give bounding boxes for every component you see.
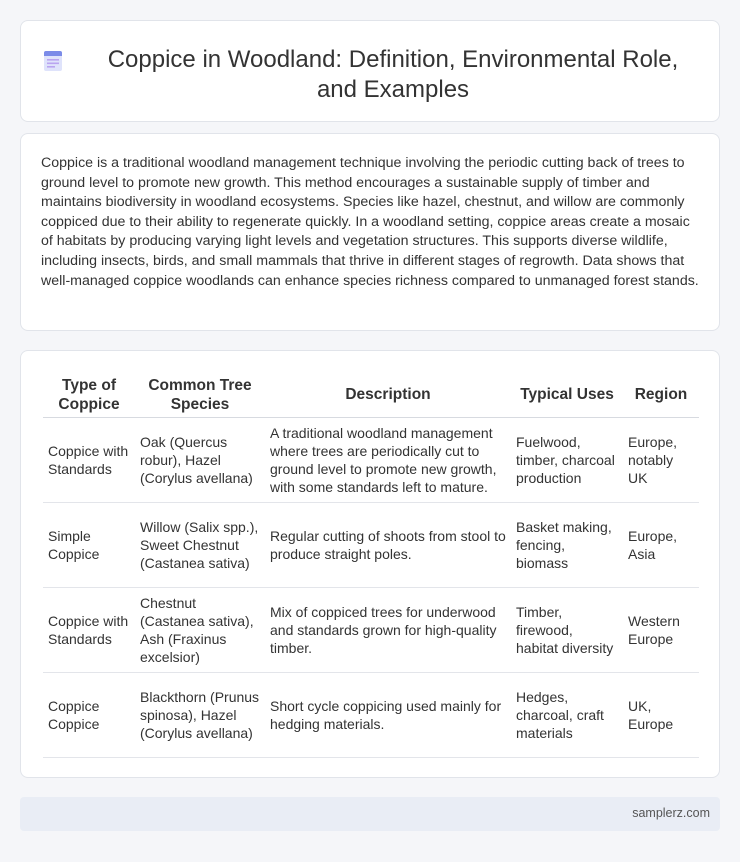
title-row (21, 21, 719, 105)
table-header-row (43, 373, 699, 417)
cell-species: Chestnut (Castanea sativa), Ash (Fraxinus excelsior) (135, 587, 265, 672)
cell-region: Europe, notably UK (623, 417, 699, 502)
cell-region: Western Europe (623, 587, 699, 672)
cell-type: Simple Coppice (43, 502, 135, 587)
header-region: Region (623, 373, 699, 417)
coppice-table (43, 373, 699, 758)
table-row (43, 587, 699, 672)
cell-uses: Timber, firewood, habitat diversity (511, 587, 623, 672)
cell-type: Coppice Coppice (43, 672, 135, 757)
document-icon (41, 49, 65, 73)
footer-site-link[interactable]: samplerz.com (632, 806, 710, 820)
cell-description: Mix of coppiced trees for underwood and standards grown for high-quality timber. (265, 587, 511, 672)
page-title: Coppice in Woodland: Definition, Environmental Role, and Examples (107, 46, 679, 103)
header-species: Common Tree Species (135, 373, 265, 417)
table-card (20, 350, 720, 778)
footer (20, 797, 720, 831)
cell-uses: Basket making, fencing, biomass (511, 502, 623, 587)
cell-uses: Hedges, charcoal, craft materials (511, 672, 623, 757)
cell-species: Oak (Quercus robur), Hazel (Corylus avellana) (135, 417, 265, 502)
intro-paragraph: Coppice is a traditional woodland management technique involving the periodic cutting back of trees to ground level to promote new growth. This method encourages a sustainable supply of timber and maintains biodiversity in woodland ecosystems. Species like hazel, chestnut, and willow are commonly coppiced due to their ability to regenerate quickly. In a woodland setting, coppice areas create a mosaic of habitats by producing varying light levels and vegetation structures. This supports diverse wildlife, including insects, birds, and small mammals that thrive in different stages of regrowth. Data shows that well-managed coppice woodlands can enhance species richness compared to unmanaged forest stands. (41, 155, 699, 289)
cell-species: Blackthorn (Prunus spinosa), Hazel (Corylus avellana) (135, 672, 265, 757)
header-description: Description (265, 373, 511, 417)
cell-species: Willow (Salix spp.), Sweet Chestnut (Castanea sativa) (135, 502, 265, 587)
cell-region: Europe, Asia (623, 502, 699, 587)
cell-uses: Fuelwood, timber, charcoal production (511, 417, 623, 502)
title-card (20, 20, 720, 122)
cell-type: Coppice with Standards (43, 417, 135, 502)
cell-description: Short cycle coppicing used mainly for hedging materials. (265, 672, 511, 757)
table-row (43, 672, 699, 757)
header-uses: Typical Uses (511, 373, 623, 417)
cell-type: Coppice with Standards (43, 587, 135, 672)
cell-region: UK, Europe (623, 672, 699, 757)
intro-card (20, 133, 720, 331)
cell-description: A traditional woodland management where trees are periodically cut to ground level to promote new growth, with some standards left to mature. (265, 417, 511, 502)
table-row (43, 502, 699, 587)
cell-description: Regular cutting of shoots from stool to produce straight poles. (265, 502, 511, 587)
table-row (43, 417, 699, 502)
header-type: Type of Coppice (43, 373, 135, 417)
